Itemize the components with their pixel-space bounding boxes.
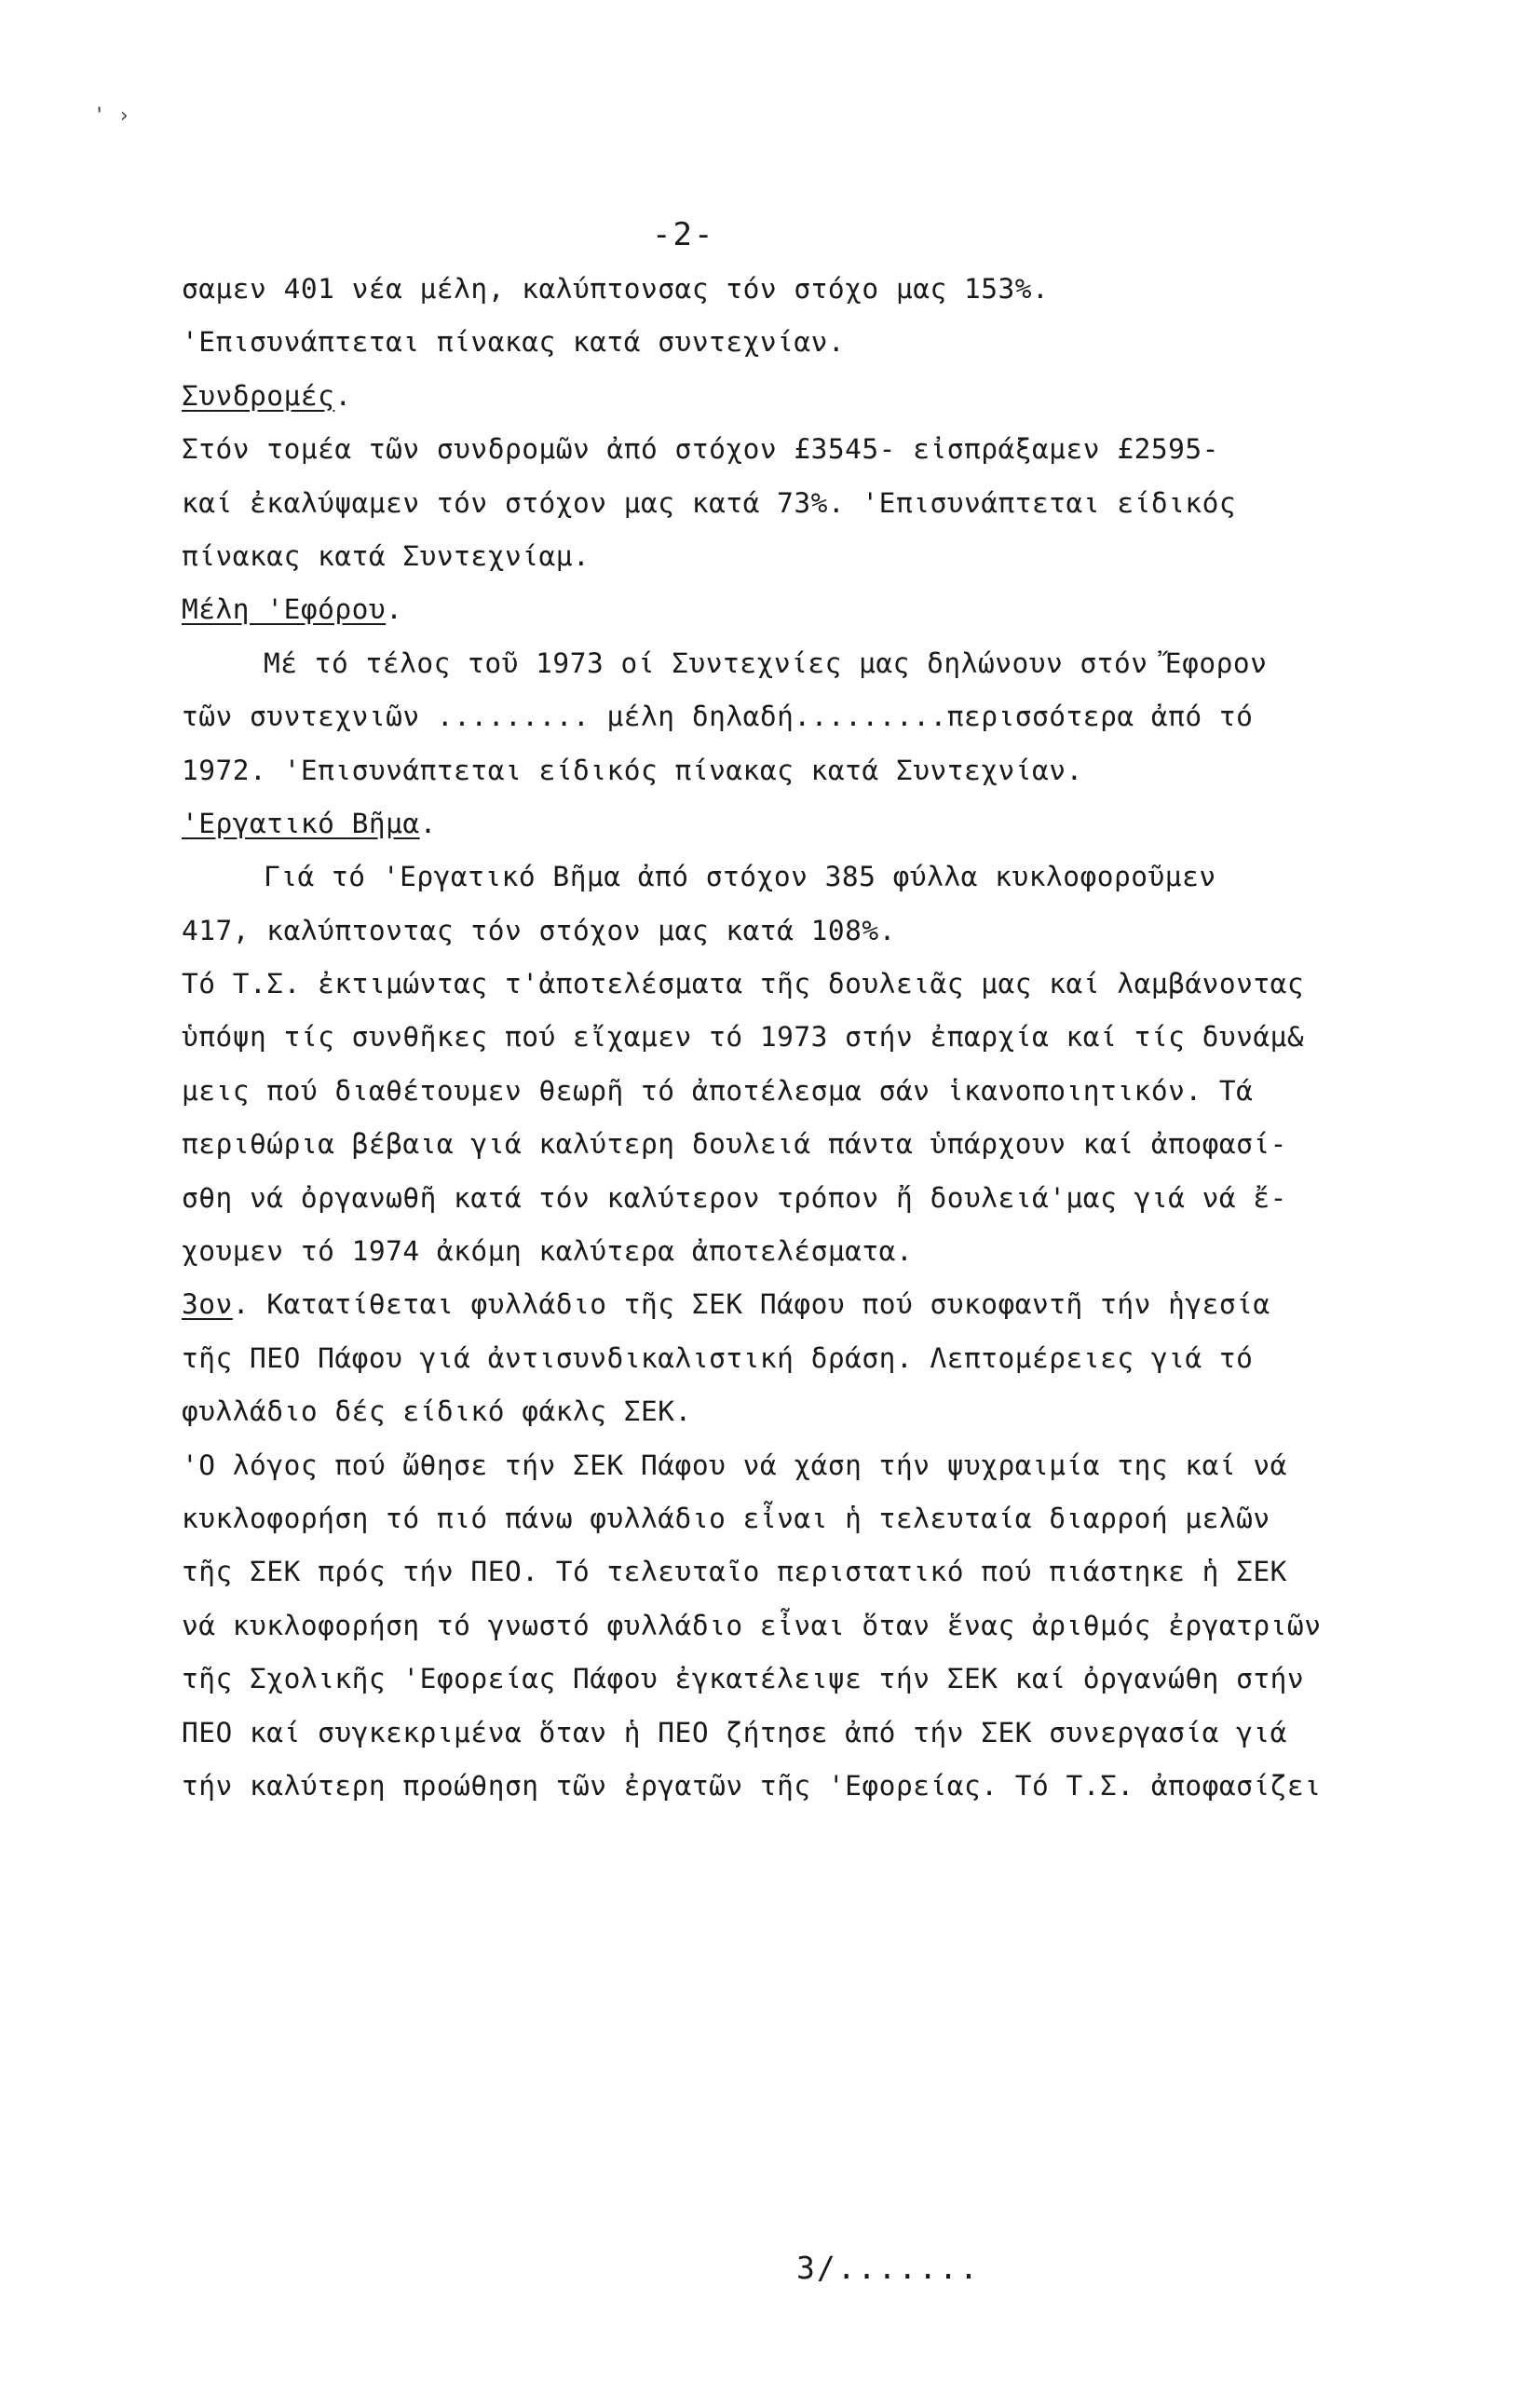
section-heading-line (182, 797, 1467, 850)
text-line: Τό Τ.Σ. ἐκτιμώντας τ'ἀποτελέσματα τῆς δουλειᾶς μας καί λαμβάνοντας (182, 968, 1305, 1000)
text-line: τῶν συντεχνιῶν ......... μέλη δηλαδή.........περισσότερα ἀπό τό (182, 701, 1254, 733)
text-line: μεις πού διαθέτουμεν θεωρῆ τό ἀποτέλεσμα σάν ἱκανοποιητικόν. Τά (182, 1074, 1254, 1107)
text-line: τῆς ΠΕΟ Πάφου γιά ἀντισυνδικαλιστική δράση. Λεπτομέρειες γιά τό (182, 1341, 1254, 1374)
text-line: χουμεν τό 1974 ἀκόμη καλύτερα ἀποτελέσματα. (182, 1235, 914, 1268)
document-body (182, 263, 1467, 1813)
heading-punctuation: . (386, 593, 403, 626)
text-line: τῆς Σχολικῆς 'Εφορείας Πάφου ἐγκατέλειψε τήν ΣΕΚ καί ὀργανώθη στήν (182, 1663, 1305, 1695)
section-heading-line (182, 1278, 1467, 1331)
section-heading: Μέλη 'Εφόρου (182, 593, 387, 626)
text-line: κυκλοφορήση τό πιό πάνω φυλλάδιο εἶναι ἡ τελευταία διαρροή μελῶν (182, 1502, 1270, 1534)
corner-mark: ' › (93, 104, 130, 128)
text-line: 'Επισυνάπτεται πίνακας κατά συντεχνίαν. (182, 326, 846, 359)
text-line: ὑπόψη τίς συνθῆκες πού εἴχαμεν τό 1973 στήν ἐπαρχία καί τίς δυνάμ& (182, 1021, 1305, 1054)
heading-punctuation: . (334, 379, 352, 412)
text-line: Γιά τό 'Εργατικό Βῆμα ἀπό στόχον 385 φύλλα κυκλοφοροῦμεν (264, 861, 1216, 893)
text-line: 417, καλύπτοντας τόν στόχον μας κατά 108%. (182, 914, 896, 946)
section-heading-line (182, 370, 1467, 423)
text-line: τήν καλύτερη προώθηση τῶν ἐργατῶν τῆς 'Εφορείας. Τό Τ.Σ. ἀποφασίζει (182, 1769, 1322, 1802)
page-number: -2- (652, 216, 715, 253)
text-line: σθη νά ὀργανωθῆ κατά τόν καλύτερον τρόπον ἤ δουλειά'μας γιά νά ἔ- (182, 1181, 1287, 1214)
text-line: καί ἐκαλύψαμεν τόν στόχον μας κατά 73%. 'Επισυνάπτεται είδικός (182, 486, 1237, 519)
text-line: τῆς ΣΕΚ πρός τήν ΠΕΟ. Τό τελευταῖο περιστατικό πού πιάστηκε ἡ ΣΕΚ (182, 1556, 1287, 1588)
section-heading: 'Εργατικό Βῆμα (182, 807, 420, 839)
text-line: Μέ τό τέλος τοῦ 1973 οί Συντεχνίες μας δηλώνουν στόν Ἔφορον (264, 646, 1268, 679)
text-line: περιθώρια βέβαια γιά καλύτερη δουλειά πάντα ὑπάρχουν καί ἀποφασί- (182, 1128, 1287, 1161)
heading-continuation: . Κατατίθεται φυλλάδιο τῆς ΣΕΚ Πάφου πού συκοφαντῆ τήν ἡγεσία (232, 1288, 1270, 1321)
text-line: ΠΕΟ καί συγκεκριμένα ὅταν ἡ ΠΕΟ ζήτησε ἀπό τήν ΣΕΚ συνεργασία γιά (182, 1716, 1287, 1748)
text-line: φυλλάδιο δές είδικό φάκλς ΣΕΚ. (182, 1395, 692, 1428)
text-line: Στόν τομέα τῶν συνδρομῶν ἀπό στόχον £3545- εἰσπράξαμεν £2595- (182, 433, 1219, 466)
heading-punctuation: . (419, 807, 437, 839)
text-line: πίνακας κατά Συντεχνίαμ. (182, 539, 591, 572)
text-line: 1972. 'Επισυνάπτεται είδικός πίνακας κατά Συντεχνίαν. (182, 754, 1083, 786)
text-line: σαμεν 401 νέα μέλη, καλύπτονσας τόν στόχο μας 153%. (182, 273, 1050, 305)
section-heading-line (182, 583, 1467, 636)
text-line: νά κυκλοφορήση τό γνωστό φυλλάδιο εἶναι ὅταν ἕνας ἀριθμός ἐργατριῶν (182, 1609, 1322, 1641)
section-heading: 3ον (182, 1288, 233, 1321)
continuation-mark: 3/....... (796, 2250, 980, 2286)
text-line: 'Ο λόγος πού ὤθησε τήν ΣΕΚ Πάφου νά χάση τήν ψυχραιμία της καί νά (182, 1449, 1287, 1481)
section-heading: Συνδρομές (182, 379, 335, 412)
